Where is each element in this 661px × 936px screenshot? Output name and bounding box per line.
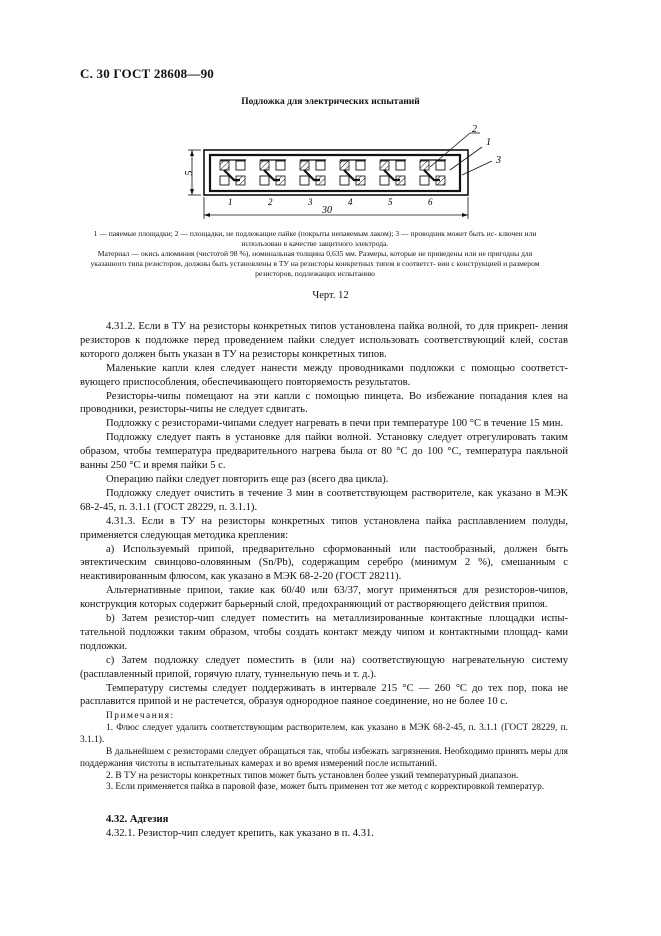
paragraph: Подложку следует паять в установке для пайки волной. Установку следует отрегулировать таким образом, чтобы температура предварительного нагрева была от 80 °С до 100 °С, температура паяльной ванны 250 °С и время пайки 5 с. xyxy=(80,432,568,472)
solderable-pad xyxy=(380,176,389,185)
paragraph: Температуру системы следует поддерживать в интервале 215 °С — 260 °С до тех пор, пока не расплавится припой и не растечется, образуя однородное паяное соединение, но не более 10 с. xyxy=(80,682,568,708)
substrate-drawing xyxy=(180,125,520,221)
callout-1: 1 xyxy=(486,137,491,148)
dim-height-label: 5 xyxy=(184,170,195,176)
legend-line: Материал — окись алюминия (чистотой 98 %), номинальная толщина 0,635 мм. Размеры, которые не приведены или не пригодны для указанного типа резисторов, должны быть установлены в ТУ на резисторы конкретных типов в соответст- вии с конструкцией и размером резисторов, подлежащих испытанию xyxy=(90,249,540,278)
pad-number: 3 xyxy=(308,197,313,207)
non-solderable-pad xyxy=(356,176,365,185)
non-solderable-pad xyxy=(420,161,429,170)
non-solderable-pad xyxy=(300,161,309,170)
paragraph: 4.31.3. Если в ТУ на резисторы конкретных типов установлена пайка расплавлением полуды, применяется следующая методика крепления: xyxy=(80,515,568,541)
non-solderable-pad xyxy=(236,176,245,185)
body-text xyxy=(80,320,568,709)
paragraph: Маленькие капли клея следует нанести между проводниками подложки с помощью соответст- вующего приспособления, обеспечивающего повторяемость результатов. xyxy=(80,362,568,388)
pad-group xyxy=(420,160,446,185)
pad-number: 5 xyxy=(388,197,393,207)
solderable-pad xyxy=(220,176,229,185)
callout-2: 2 xyxy=(472,125,477,135)
dim-width-label: 30 xyxy=(322,205,332,216)
pad-number: 4 xyxy=(348,197,353,207)
notes-heading: Примечания: xyxy=(106,711,175,721)
pad-number: 1 xyxy=(228,197,233,207)
solderable-pad xyxy=(260,176,269,185)
solderable-pad xyxy=(340,176,349,185)
non-solderable-pad xyxy=(260,161,269,170)
non-solderable-pad xyxy=(340,161,349,170)
section-adhesion xyxy=(80,813,568,841)
non-solderable-pad xyxy=(316,176,325,185)
pad-group xyxy=(340,160,366,185)
legend-line: 1 — паяемые площадки; 2 — площадки, не подлежащие пайке (покрыты непаяемым лаком); 3 — проводник может быть ис- ключен или использован в качестве защитного электрода. xyxy=(93,229,537,248)
note-item: 3. Если применяется пайка в паровой фазе, может быть применен тот же метод с корректировкой температур. xyxy=(106,782,545,793)
solderable-pad xyxy=(356,161,365,170)
page-header: С. 30 ГОСТ 28608—90 xyxy=(80,66,214,81)
paragraph: Подложку с резисторами-чипами следует нагревать в печи при температуре 100 °С в течение 15 мин. xyxy=(106,418,564,430)
paragraph: Резисторы-чипы помещают на эти капли с помощью пинцета. Во избежание попадания клея на проводники, резисторы-чипы не следует сдвигать. xyxy=(80,390,568,416)
solderable-pad xyxy=(236,161,245,170)
section-heading: 4.32. Адгезия xyxy=(106,814,169,825)
notes-block xyxy=(80,711,568,794)
paragraph: a) Используемый припой, предварительно сформованный или пастообразный, должен быть эвтектическим свинцово-оловянным (Sn/Pb), содержащим серебро (минимум 2 %), смешанным с неактивированным флюсом, как указано в МЭК 68-2-20 (ГОСТ 28211). xyxy=(80,543,568,583)
paragraph: Альтернативные припои, такие как 60/40 или 63/37, могут применяться для резисторов-чипов, конструкция которых содержит барьерный слой, предохраняющий от растворяющего действия припоя. xyxy=(80,585,568,611)
paragraph: c) Затем подложку следует поместить в (или на) соответствующую нагревательную систему (расплавленный припой, горячую плату, туннельную печь и т. д.). xyxy=(80,654,568,680)
pad-number: 6 xyxy=(428,197,433,207)
paragraph: b) Затем резистор-чип следует поместить на металлизированные контактные площадки испы- тательной подложки таким образом, чтобы создать контакт между чипом и контактными площад- ками подложки. xyxy=(80,613,568,652)
pad-number: 2 xyxy=(268,197,273,207)
callout-3: 3 xyxy=(496,155,501,166)
non-solderable-pad xyxy=(436,176,445,185)
substrate-outline xyxy=(204,150,468,195)
non-solderable-pad xyxy=(396,176,405,185)
section-text: 4.32.1. Резистор-чип следует крепить, как указано в п. 4.31. xyxy=(106,828,374,839)
pad-group xyxy=(220,160,246,185)
paragraph: 4.31.2. Если в ТУ на резисторы конкретных типов установлена пайка волной, то для прикреп- ления резисторов к подложке перед проведением пайки следует использовать соответствующий клей, состав которого должен быть указан в ТУ на резисторы конкретных типов. xyxy=(80,321,568,360)
non-solderable-pad xyxy=(380,161,389,170)
pad-group xyxy=(260,160,286,185)
paragraph: Операцию пайки следует повторить еще раз (всего два цикла). xyxy=(106,473,389,485)
solderable-pad xyxy=(276,161,285,170)
solderable-pad xyxy=(316,161,325,170)
paragraph: Подложку следует очистить в течение 3 мин в соответствующем растворителе, как указано в МЭК 68-2-45, п. 3.1.1 (ГОСТ 28229, п. 3.1.1). xyxy=(80,487,568,513)
figure-title: Подложка для электрических испытаний xyxy=(241,97,420,107)
figure-legend xyxy=(80,229,550,279)
non-solderable-pad xyxy=(220,161,229,170)
solderable-pad xyxy=(396,161,405,170)
solderable-pad xyxy=(420,176,429,185)
note-item: В дальнейшем с резисторами следует обращаться так, чтобы избежать загрязнения. Необходимо принять меры для поддержания чистоты в испытательных камерах и во время измерений после испытаний. xyxy=(80,746,568,769)
non-solderable-pad xyxy=(276,176,285,185)
pad-group xyxy=(380,160,406,185)
pad-group xyxy=(300,160,326,185)
solderable-pad xyxy=(436,161,445,170)
note-item: 1. Флюс следует удалить соответствующим растворителем, как указано в МЭК 68-2-45, п. 3.1.1 (ГОСТ 28229, п. 3.1.1). xyxy=(80,722,568,745)
figure-caption: Черт. 12 xyxy=(312,290,349,301)
solderable-pad xyxy=(300,176,309,185)
note-item: 2. В ТУ на резисторы конкретных типов может быть установлен более узкий температурный диапазон. xyxy=(106,770,519,781)
